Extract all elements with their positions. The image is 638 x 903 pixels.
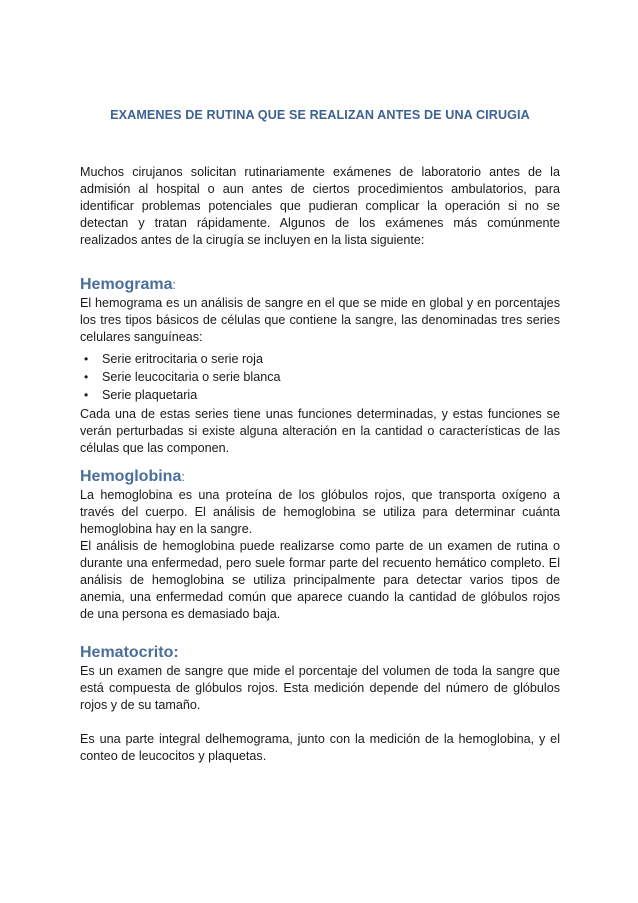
heading-text: Hemograma — [80, 276, 173, 293]
paragraph-gap — [80, 714, 560, 731]
section-heading — [80, 643, 560, 663]
intro-paragraph: Muchos cirujanos solicitan rutinariamente exámenes de laboratorio antes de la admisión al hospital o aun antes de ciertos procedimientos ambulatorios, para identificar problemas potenciales que pudieran complicar la operación si no se detectan y tratan rápidamente. Algunos de los exámenes más comúnmente realizados antes de la cirugía se incluyen en la lista siguiente: — [80, 165, 560, 247]
heading-text: Hemoglobina — [80, 468, 182, 485]
section-heading — [80, 467, 560, 487]
section-hemograma — [80, 275, 560, 457]
list-item-text: Serie eritrocitaria o serie roja — [102, 352, 263, 366]
section-paragraph: Es un examen de sangre que mide el porcentaje del volumen de toda la sangre que está compuesta de glóbulos rojos. Esta medición depende del número de glóbulos rojos y de su tamaño. — [80, 664, 560, 712]
heading-colon: : — [181, 469, 185, 484]
heading-colon: : — [172, 277, 177, 292]
cell-series-list — [80, 350, 560, 404]
section-heading — [80, 275, 560, 295]
list-item — [84, 386, 560, 404]
section-paragraph: El análisis de hemoglobina puede realizarse como parte de un examen de rutina o durante una enfermedad, pero suele formar parte del recuento hemático completo. El análisis de hemoglobina se utiliza principalmente para detectar varios tipos de anemia, una enfermedad común que aparece cuando la cantidad de glóbulos rojos de una persona es demasiado baja. — [80, 539, 560, 621]
list-item — [84, 350, 560, 368]
bullet-icon: • — [84, 352, 89, 366]
bullet-icon: • — [84, 388, 89, 402]
section-paragraph: Es una parte integral delhemograma, junto con la medición de la hemoglobina, y el conteo de leucocitos y plaquetas. — [80, 732, 560, 763]
section-hematocrito — [80, 643, 560, 765]
heading-text: Hematocrito: — [80, 644, 179, 661]
bullet-icon: • — [84, 370, 89, 384]
section-paragraph: La hemoglobina es una proteína de los glóbulos rojos, que transporta oxígeno a través del cuerpo. El análisis de hemoglobina se utiliza para determinar cuánta hemoglobina hay en la sangre. — [80, 488, 560, 536]
document-title: EXAMENES DE RUTINA QUE SE REALIZAN ANTES DE UNA CIRUGIA — [110, 108, 530, 122]
list-item-text: Serie plaquetaria — [102, 388, 198, 402]
list-item — [84, 368, 560, 386]
list-item-text: Serie leucocitaria o serie blanca — [102, 370, 281, 384]
section-hemoglobina — [80, 467, 560, 623]
section-paragraph: Cada una de estas series tiene unas funciones determinadas, y estas funciones se verán perturbadas si existe alguna alteración en la cantidad o características de las células que las componen. — [80, 407, 560, 455]
section-paragraph: El hemograma es un análisis de sangre en el que se mide en global y en porcentajes los tres tipos básicos de células que contiene la sangre, las denominadas tres series celulares sanguíneas: — [80, 296, 560, 344]
